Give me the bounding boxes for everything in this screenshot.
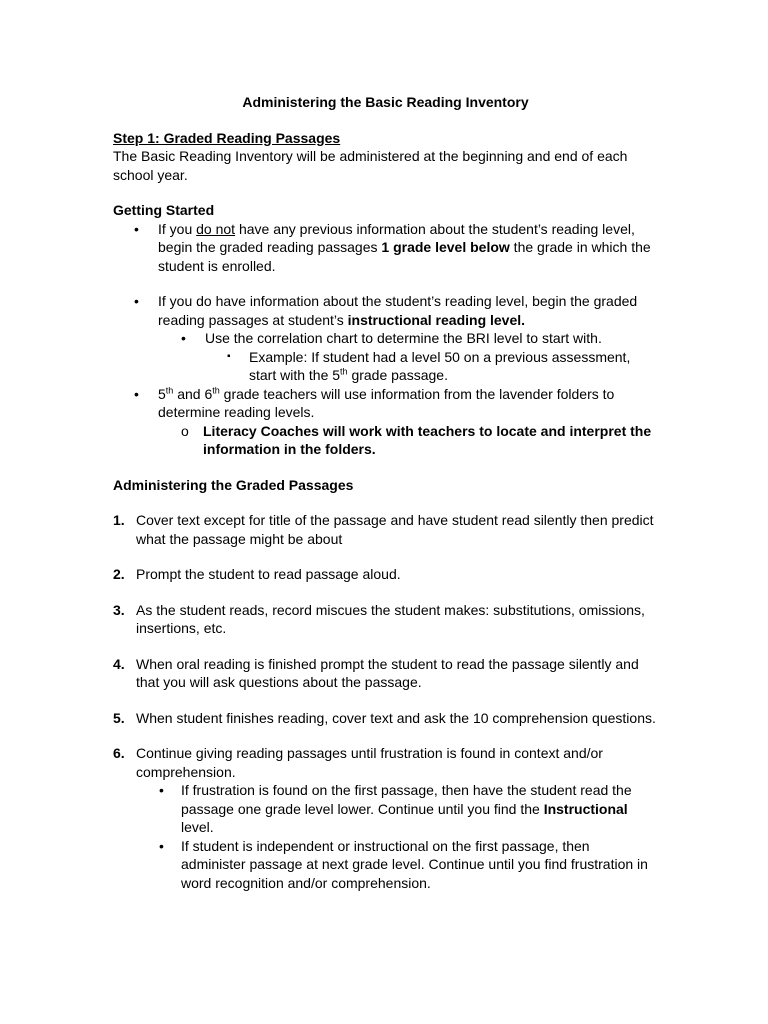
numbered-step: 1. Cover text except for title of the passage and have student read silently then predict what the passage might be about bbox=[113, 512, 654, 547]
numbered-step: 4. When oral reading is finished prompt the student to read the passage silently and that you will ask questions about the passage. bbox=[113, 655, 639, 690]
numbered-step: 6. Continue giving reading passages until frustration is found in context and/or comprehension. bbox=[113, 745, 603, 780]
list-item: • Use the correlation chart to determine the BRI level to start with. bbox=[181, 330, 602, 346]
circle-bullet-icon: o bbox=[181, 422, 189, 439]
list-item: • If student is independent or instructional on the first passage, then administer passage at next grade level. Continue until you find frustration in word recognition and/or comprehension. bbox=[159, 837, 648, 891]
numbered-step: 5. When student finishes reading, cover text and ask the 10 comprehension questions. bbox=[113, 709, 656, 726]
list-item: o Literacy Coaches will work with teachers to locate and interpret the information in the folders. bbox=[181, 422, 652, 457]
bullet-icon: • bbox=[159, 837, 164, 854]
bullet-icon: • bbox=[181, 330, 186, 346]
bullet-icon: • bbox=[134, 220, 139, 237]
bullet-icon: • bbox=[134, 293, 139, 309]
bullet-icon: • bbox=[159, 782, 164, 798]
document-page bbox=[113, 93, 658, 892]
bullet-icon: • bbox=[134, 385, 139, 402]
document-title: Administering the Basic Reading Inventory bbox=[242, 94, 529, 110]
list-item: • If you do not have any previous information about the student’s reading level, begin the graded reading passages 1 grade level below the grade in which the student is enrolled. bbox=[134, 220, 651, 274]
square-bullet-icon: ▪ bbox=[227, 350, 231, 362]
getting-started-list bbox=[113, 220, 658, 459]
list-item: • If frustration is found on the first passage, then have the student read the passage one grade level lower. Continue until you find the Instructional level. bbox=[159, 782, 632, 835]
list-item: • If you do have information about the student’s reading level, begin the graded reading passages at student’s instructional reading level. bbox=[134, 293, 638, 328]
list-item: ▪ Example: If student had a level 50 on a previous assessment, start with the 5th grade passage. bbox=[227, 348, 631, 383]
administering-heading: Administering the Graded Passages bbox=[113, 476, 354, 493]
getting-started-heading: Getting Started bbox=[113, 202, 215, 218]
list-item: • 5th and 6th grade teachers will use information from the lavender folders to determine reading levels. bbox=[134, 384, 615, 420]
step1-intro: The Basic Reading Inventory will be administered at the beginning and end of each school year. bbox=[113, 148, 628, 183]
numbered-step: 2. Prompt the student to read passage aloud. bbox=[113, 566, 401, 582]
step1-heading: Step 1: Graded Reading Passages bbox=[113, 129, 341, 146]
numbered-step: 3. As the student reads, record miscues the student makes: substitutions, omissions, insertions, etc. bbox=[113, 601, 645, 636]
